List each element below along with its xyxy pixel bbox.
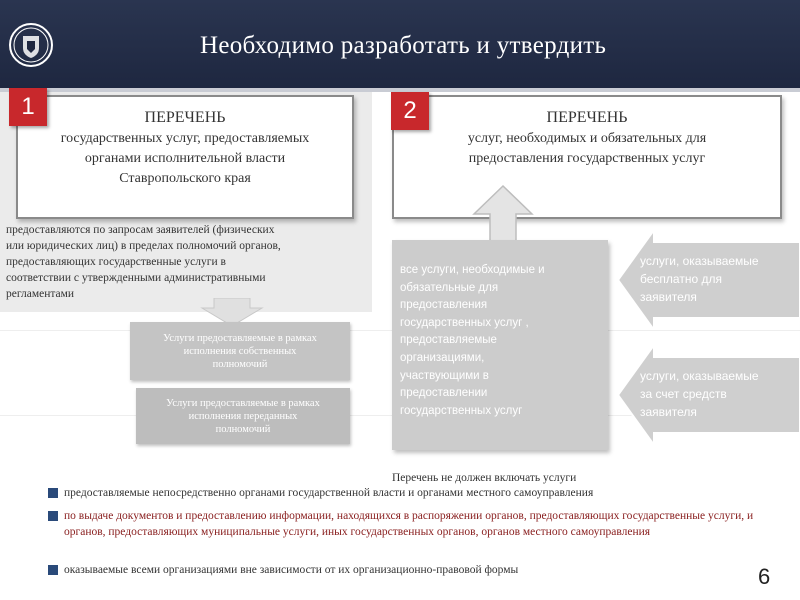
arrow-text (640, 367, 790, 421)
description-line: регламентами (6, 288, 75, 300)
exclusion-item: по выдаче документов и предоставлению информации, находящихся в распоряжении органов, предоставляющих государственные услуги, и органов, предоставляющих муниципальные услуги, иных государственных органов, органов местного самоуправления (64, 510, 754, 538)
own-powers-services-box (130, 322, 350, 380)
delegated-powers-services-box (136, 388, 350, 444)
box-line: организациями, (400, 351, 485, 364)
card-line: Ставропольского края (119, 171, 251, 186)
list-card-state-services (16, 95, 354, 219)
description-line: предоставляются по запросам заявителей (физических (6, 224, 275, 236)
card-heading: ПЕРЕЧЕНЬ (546, 109, 628, 126)
box-line: полномочий (215, 423, 271, 435)
slide-header (0, 0, 800, 88)
arrow-line: заявителя (640, 405, 697, 419)
box-line: государственных услуг , (400, 316, 529, 329)
description-line: предоставляющих государственные услуги в (6, 256, 226, 268)
card-line: органами исполнительной власти (84, 151, 286, 166)
box-line: Услуги предоставляемые в рамках (163, 332, 317, 344)
list-card-required-services (392, 95, 782, 219)
exclusions-heading: Перечень не должен включать услуги (392, 472, 577, 484)
arrow-text (640, 252, 790, 306)
box-line: полномочий (212, 358, 268, 370)
card-heading: ПЕРЕЧЕНЬ (144, 109, 226, 126)
box-line: обязательные для (400, 281, 499, 294)
card-body (18, 129, 352, 189)
card-line: государственных услуг, предоставляемых (60, 131, 310, 146)
number-badge-2: 2 (391, 92, 429, 130)
number-badge-1: 1 (9, 88, 47, 126)
arrow-line: услуги, оказываемые (640, 254, 759, 268)
box-line: участвующими в (400, 369, 489, 382)
page-title: Необходимо разработать и утвердить (200, 32, 607, 59)
box-line: предоставляемые (400, 334, 497, 347)
box-line: предоставления (400, 299, 488, 312)
exclusion-item: предоставляемые непосредственно органами государственной власти и органами местного самоуправления (64, 487, 594, 499)
arrow-line: за счет средств (640, 387, 727, 401)
box-line: исполнения переданных (188, 410, 298, 422)
arrow-line: услуги, оказываемые (640, 369, 759, 383)
arrow-line: заявителя (640, 290, 697, 304)
bullet-marker (48, 511, 58, 521)
bullet-marker (48, 488, 58, 498)
box-line: исполнения собственных (183, 345, 297, 357)
box-line: все услуги, необходимые и (400, 264, 545, 276)
card-body (394, 129, 780, 169)
box-line: предоставлении (400, 387, 488, 400)
box-line: Услуги предоставляемые в рамках (166, 397, 320, 409)
up-arrow-icon (468, 184, 538, 246)
paid-services-arrow (618, 345, 800, 445)
card-line: предоставления государственных услуг (468, 151, 706, 166)
card-line: услуг, необходимых и обязательных для (467, 131, 707, 146)
description-line: соответствии с утвержденными административными (6, 272, 266, 284)
block1-description (6, 222, 366, 302)
box-text (400, 262, 600, 420)
bullet-marker (48, 565, 58, 575)
arrow-line: бесплатно для (640, 272, 722, 286)
free-services-arrow (618, 230, 800, 330)
required-services-description-box (392, 240, 608, 450)
coat-of-arms-icon (8, 22, 54, 68)
exclusion-item: оказываемые всеми организациями вне зависимости от их организационно-правовой формы (64, 564, 519, 576)
box-line: государственных услуг (400, 404, 523, 417)
page-number: 6 (758, 564, 771, 589)
description-line: или юридических лиц) в пределах полномочий органов, (6, 240, 281, 252)
